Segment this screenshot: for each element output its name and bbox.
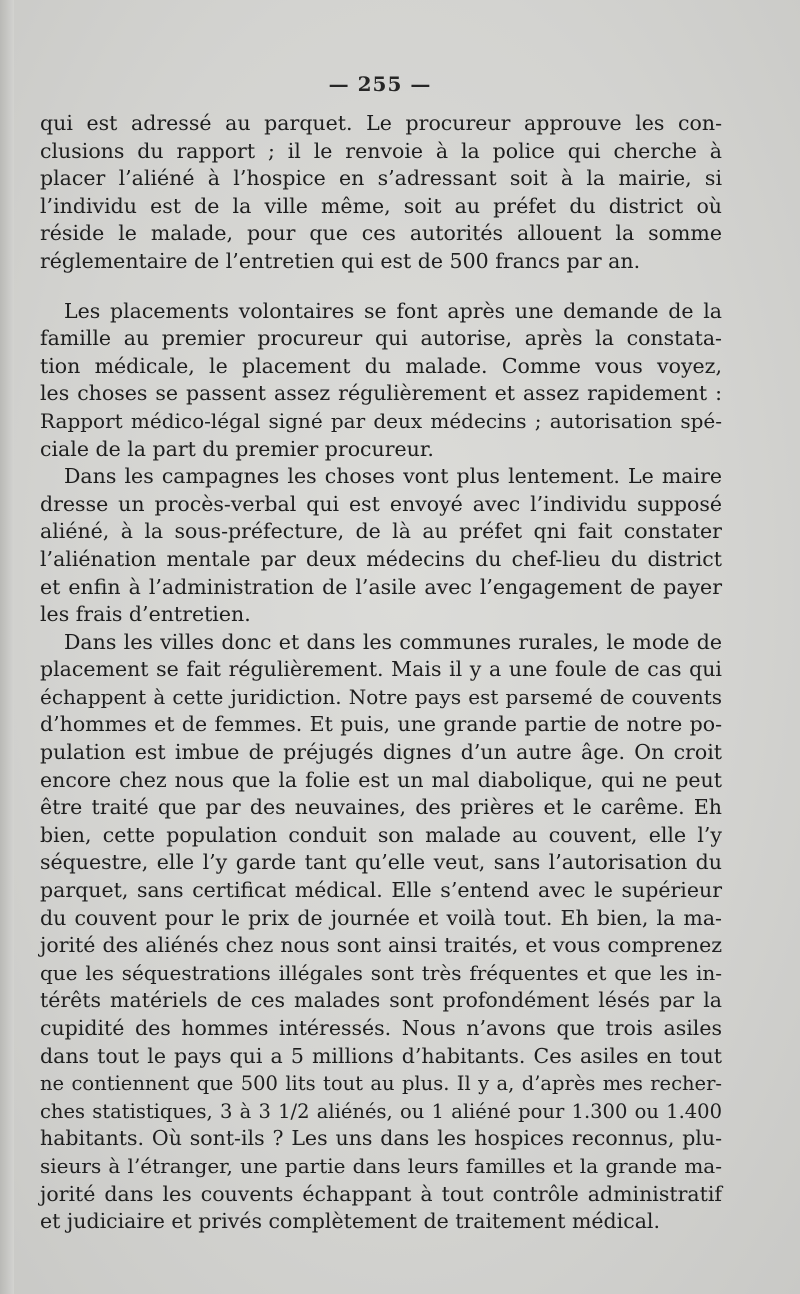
text-line: jorité dans les couvents échappant à tout contrôle administratif — [40, 1181, 722, 1206]
text-line: Dans les villes donc et dans les communes rurales, le mode de — [64, 629, 722, 654]
text-line: bien, cette population conduit son malade au couvent, elle l’y — [40, 822, 722, 847]
text-line: famille au premier procureur qui autorise, après la constata- — [40, 326, 722, 351]
text-line: et enfin à l’administration de l’asile avec l’engagement de payer — [40, 574, 722, 599]
page-edge-shadow — [0, 0, 14, 1294]
page-number: — 255 — — [328, 72, 432, 96]
text-line: l’aliénation mentale par deux médecins du chef-lieu du district — [40, 546, 722, 571]
text-line: l’individu est de la ville même, soit au préfet du district où — [40, 193, 722, 218]
text-line: d’hommes et de femmes. Et puis, une grande partie de notre po- — [40, 712, 722, 737]
text-line: et judiciaire et privés complètement de traitement médical. — [40, 1209, 660, 1234]
text-line: être traité que par des neuvaines, des prières et le carême. Eh — [40, 795, 722, 820]
body-text — [40, 110, 722, 1236]
text-line: parquet, sans certificat médical. Elle s’entend avec le supérieur — [40, 878, 722, 903]
text-line: Rapport médico-légal signé par deux médecins ; autorisation spé- — [40, 408, 722, 433]
text-line: dresse un procès-verbal qui est envoyé avec l’individu supposé — [40, 491, 722, 516]
text-line: tion médicale, le placement du malade. Comme vous voyez, — [40, 353, 722, 378]
text-line: Les placements volontaires se font après une demande de la — [64, 298, 722, 323]
text-line: térêts matériels de ces malades sont profondément lésés par la — [40, 988, 722, 1013]
text-line: Dans les campagnes les choses vont plus lentement. Le maire — [64, 464, 722, 489]
text-line: ciale de la part du premier procureur. — [40, 436, 434, 461]
text-line: échappent à cette juridiction. Notre pays est parsemé de couvents — [40, 684, 722, 709]
text-line: que les séquestrations illégales sont très fréquentes et que les in- — [40, 960, 722, 985]
text-line: réside le malade, pour que ces autorités allouent la somme — [40, 221, 722, 246]
text-line: habitants. Où sont-ils ? Les uns dans les hospices reconnus, plu- — [40, 1126, 722, 1151]
text-line: clusions du rapport ; il le renvoie à la police qui cherche à — [40, 138, 722, 163]
text-line: placer l’aliéné à l’hospice en s’adressant soit à la mairie, si — [40, 166, 722, 191]
text-line: sieurs à l’étranger, une partie dans leurs familles et la grande ma- — [40, 1153, 722, 1178]
text-line: les frais d’entretien. — [40, 602, 251, 627]
text-line: réglementaire de l’entretien qui est de 500 francs par an. — [40, 248, 641, 273]
text-line: jorité des aliénés chez nous sont ainsi traités, et vous comprenez — [40, 933, 722, 958]
text-line: ne contiennent que 500 lits tout au plus. Il y a, d’après mes recher- — [40, 1072, 722, 1096]
text-line: du couvent pour le prix de journée et voilà tout. Eh bien, la ma- — [40, 905, 722, 930]
text-line: les choses se passent assez régulièrement et assez rapidement : — [40, 381, 722, 406]
text-line: encore chez nous que la folie est un mal diabolique, qui ne peut — [40, 767, 722, 792]
text-line: pulation est imbue de préjugés dignes d’un autre âge. On croit — [40, 740, 722, 765]
paragraph-gap — [40, 276, 722, 298]
text-line: ches statistiques, 3 à 3 1/2 aliénés, ou 1 aliéné pour 1.300 ou 1.400 — [40, 1099, 722, 1123]
text-line: séquestre, elle l’y garde tant qu’elle veut, sans l’autorisation du — [40, 850, 722, 875]
text-line: placement se fait régulièrement. Mais il y a une foule de cas qui — [40, 657, 722, 682]
text-line: dans tout le pays qui a 5 millions d’habitants. Ces asiles en tout — [40, 1043, 722, 1068]
text-line: cupidité des hommes intéressés. Nous n’avons que trois asiles — [40, 1016, 722, 1040]
text-line: qui est adressé au parquet. Le procureur approuve les con- — [40, 111, 722, 135]
text-line: aliéné, à la sous-préfecture, de là au préfet qni fait constater — [40, 519, 722, 544]
